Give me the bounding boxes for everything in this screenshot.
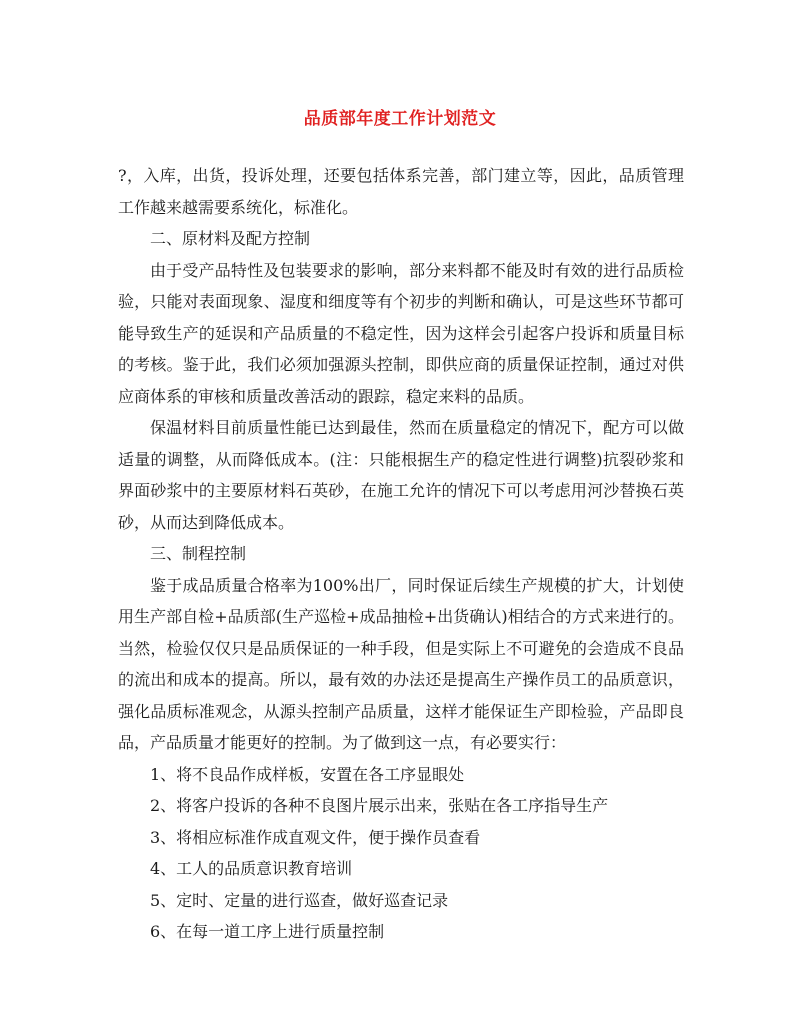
paragraph-raw-materials: 由于受产品特性及包装要求的影响，部分来料都不能及时有效的进行品质检验，只能对表面现象、湿度和细度等有个初步的判断和确认，可是这些环节都可能导致生产的延误和产品质量的不稳定性，因为这样会引起客户投诉和质量目标的考核。鉴于此，我们必须加强源头控制，即供应商的质量保证控制，通过对供应商体系的审核和质量改善活动的跟踪，稳定来料的品质。 bbox=[118, 260, 684, 406]
document-body bbox=[118, 160, 684, 948]
document-title: 品质部年度工作计划范文 bbox=[303, 109, 497, 129]
list-item-2: 2、将客户投诉的各种不良图片展示出来，张贴在各工序指导生产 bbox=[150, 796, 609, 815]
section-heading-raw-materials: 二、原材料及配方控制 bbox=[150, 229, 311, 248]
paragraph-formula: 保温材料目前质量性能已达到最佳，然而在质量稳定的情况下，配方可以做适量的调整，从而降低成本。(注：只能根据生产的稳定性进行调整)抗裂砂浆和界面砂浆中的主要原材料石英砂，在施工允许的情况下可以考虑用河沙替换石英砂，从而达到降低成本。 bbox=[118, 418, 684, 532]
list-item-4: 4、工人的品质意识教育培训 bbox=[150, 859, 353, 878]
paragraph-intro-continuation: ?，入库，出货，投诉处理，还要包括体系完善，部门建立等，因此，品质管理工作越来越需要系统化，标准化。 bbox=[118, 166, 684, 217]
paragraph-process-control: 鉴于成品质量合格率为100%出厂，同时保证后续生产规模的扩大，计划使用生产部自检+品质部(生产巡检+成品抽检+出货确认)相结合的方式来进行的。当然，检验仅仅只是品质保证的一种手段，但是实际上不可避免的会造成不良品的流出和成本的提高。所以，最有效的办法还是提高生产操作员工的品质意识，强化品质标准观念，从源头控制产品质量，这样才能保证生产即检验，产品即良品，产品质量才能更好的控制。为了做到这一点，有必要实行： bbox=[118, 575, 684, 752]
section-heading-process-control: 三、制程控制 bbox=[150, 544, 247, 563]
list-item-6: 6、在每一道工序上进行质量控制 bbox=[150, 922, 385, 941]
list-item-5: 5、定时、定量的进行巡查，做好巡查记录 bbox=[150, 890, 449, 910]
list-item-3: 3、将相应标准作成直观文件，便于操作员查看 bbox=[150, 827, 481, 847]
list-item-1: 1、将不良品作成样板，安置在各工序显眼处 bbox=[150, 764, 465, 784]
